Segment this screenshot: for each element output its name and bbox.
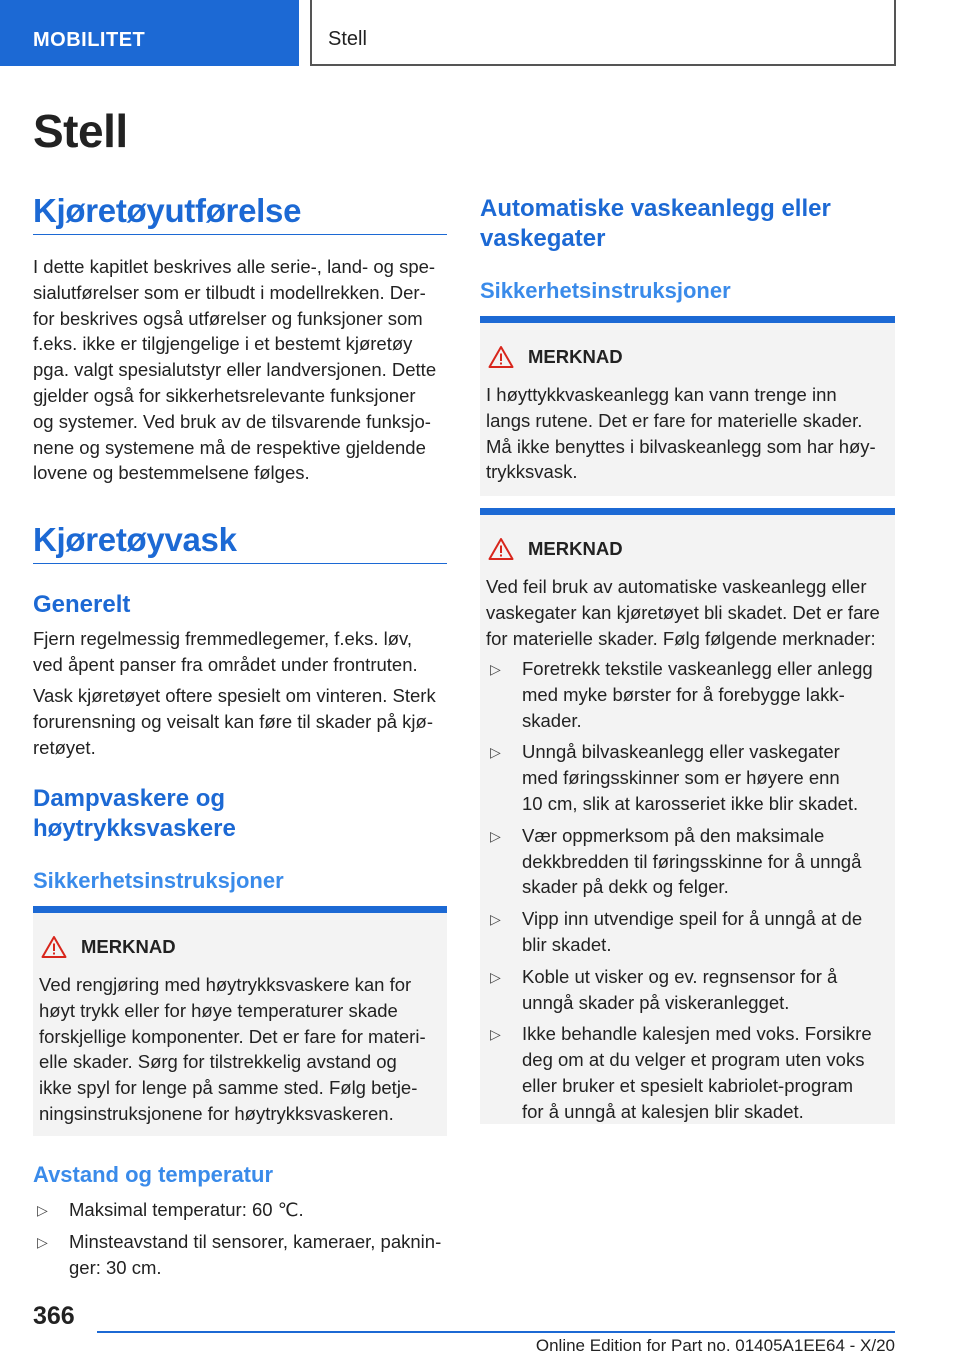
heading-rule — [33, 563, 447, 564]
chapter-tab: MOBILITET — [0, 0, 299, 66]
heading-rule — [33, 234, 447, 235]
note-text: Ved feil bruk av automatiske vaskeanlegg eller vaskegater kan kjøretøyet bli skadet. Det er fare for materielle skader. Følg følgende merknader: — [486, 576, 880, 649]
heading-automatiske-vaskeanlegg: Automatiske vaskeanlegg eller vaskegater — [480, 195, 831, 252]
triangle-bullet-icon: ▷ — [490, 661, 501, 677]
list-item: ▷ Maksimal temperatur: 60 ℃. — [33, 1197, 453, 1223]
section-header: Stell — [310, 0, 896, 66]
note-label: MERKNAD — [81, 936, 176, 957]
triangle-bullet-icon: ▷ — [490, 744, 501, 761]
generelt-paragraph-2: Vask kjøretøyet oftere spesielt om vinteren. Sterk forurensning og veisalt kan føre til skader på kjø- retøyet. — [33, 685, 436, 758]
list-item: ▷ Ikke behandle kalesjen med voks. Forsikre deg om at du velger et program uten voks eller bruker et spesielt kabriolet-program for å unngå at kalesjen blir skadet. — [490, 1023, 872, 1122]
warning-icon — [488, 345, 514, 369]
heading-dampvaskere: Dampvaskere og høytrykksvaskere — [33, 785, 236, 842]
note-box-right-1 — [480, 316, 895, 496]
generelt-paragraph-1: Fjern regelmessig fremmedlegemer, f.eks. løv, ved åpent panser fra området under frontruten. — [33, 628, 418, 675]
warning-icon — [488, 537, 514, 561]
heading-avstand: Avstand og temperatur — [33, 1162, 274, 1187]
note-label: MERKNAD — [528, 346, 623, 367]
footer-edition: Online Edition for Part no. 01405A1EE64 - X/20 — [535, 1336, 895, 1355]
note-box-right-2 — [480, 508, 895, 1124]
list-item: ▷ Vipp inn utvendige speil for å unngå at de blir skadet. — [490, 908, 863, 955]
triangle-bullet-icon: ▷ — [37, 1233, 48, 1250]
triangle-bullet-icon: ▷ — [490, 827, 501, 844]
page-title: Stell — [33, 105, 128, 157]
heading-sikkerhetsinstruksjoner-left: Sikkerhetsinstruksjoner — [33, 868, 284, 893]
heading-kjoretoyvask: Kjøretøyvask — [33, 521, 237, 558]
list-item: ▷ Koble ut visker og ev. regnsensor for å unngå skader på viskeranlegget. — [490, 965, 838, 1013]
list-item: ▷ Foretrekk tekstile vaskeanlegg eller anlegg med myke børster for å forebygge lakk- skader. — [490, 658, 873, 731]
warning-icon — [41, 935, 67, 959]
footer-rule — [97, 1331, 895, 1333]
list-item: ▷ Unngå bilvaskeanlegg eller vaskegater med føringsskinner som er høyere enn 10 cm, slik at karosseriet ikke blir skadet. — [490, 741, 859, 814]
heading-sikkerhetsinstruksjoner-right: Sikkerhetsinstruksjoner — [480, 278, 731, 303]
note-text: I høyttykkvaskeanlegg kan vann trenge inn langs rutene. Det er fare for materielle skader. Må ikke benyttes i bilvaskeanlegg som har høy- trykksvask. — [486, 384, 876, 483]
note-header — [488, 345, 623, 369]
intro-paragraph: I dette kapitlet beskrives alle serie-, land- og spe- sialutførelser som er tilbudt i modellrekken. Der- for beskrives også utførelser og funksjoner som f.eks. ikke er tilgjengelige i et bestemt kjøretøy pga. valgt spesialutstyr eller landversjonen. Dette gjelder også for sikkerhetsrelevante funksjoner og systemer. Ved bruk av de tilsvarende funksjo- nene og systemene må de respektive gjeldende lovene og bestemmelsene følges. — [33, 256, 437, 484]
triangle-bullet-icon: ▷ — [490, 968, 501, 985]
list-item: ▷ Minsteavstand til sensorer, kameraer, paknin- ger: 30 cm. — [37, 1230, 442, 1278]
heading-generelt: Generelt — [33, 591, 131, 618]
page-number: 366 — [33, 1302, 75, 1330]
note-header — [41, 935, 176, 959]
triangle-bullet-icon: ▷ — [490, 911, 501, 928]
note-text: Ved rengjøring med høytrykksvaskere kan for høyt trykk eller for høye temperaturer skade forskjellige komponenter. Det er fare for materi- elle skader. Sørg for tilstrekkelig avstand og ikke spyl for lenge på samme sted. Følg betje- ningsinstruksjonene for høytrykksvaskeren. — [39, 974, 426, 1124]
list-item: ▷ Vær oppmerksom på den maksimale dekkbredden til føringsskinne for å unngå skader på dekk og felger. — [490, 824, 862, 898]
note-label: MERKNAD — [528, 538, 623, 559]
note-box-left — [33, 906, 447, 1136]
note-header — [488, 537, 623, 561]
vaskeanlegg-list — [486, 656, 894, 1131]
avstand-list — [33, 1197, 453, 1286]
triangle-bullet-icon: ▷ — [490, 1026, 501, 1043]
triangle-bullet-icon: ▷ — [37, 1202, 48, 1218]
heading-kjoretoyutforelse: Kjøretøyutførelse — [33, 192, 302, 229]
